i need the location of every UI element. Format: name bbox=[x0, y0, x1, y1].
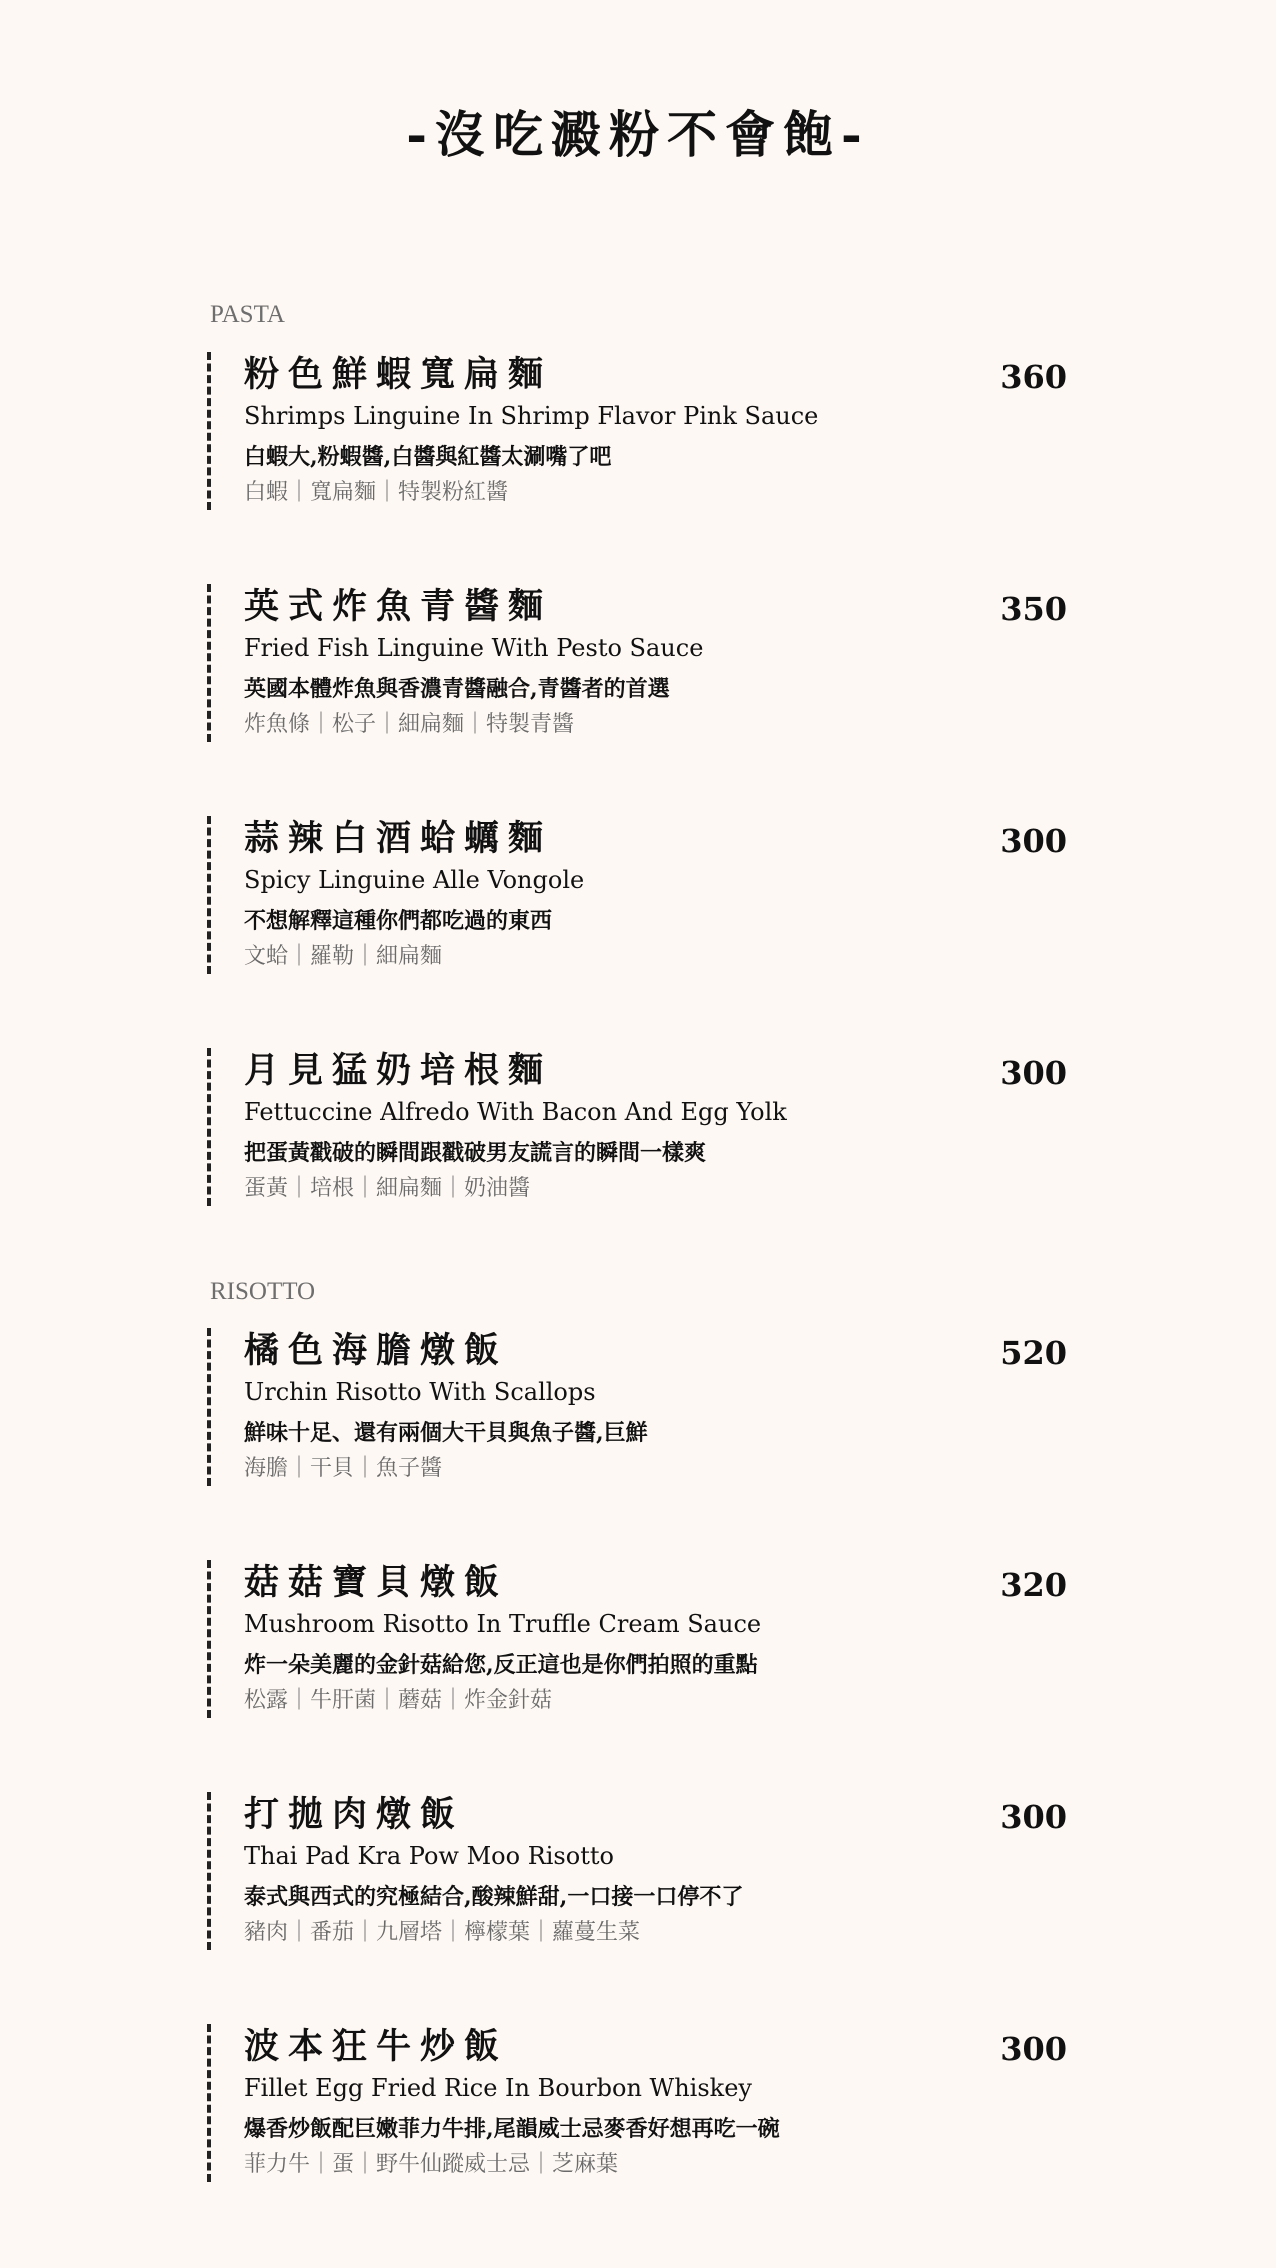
item-description: 白蝦大,粉蝦醬,白醬與紅醬太涮嘴了吧 bbox=[244, 444, 612, 470]
menu-title: -沒吃澱粉不會飽- bbox=[406, 105, 870, 164]
item-description: 把蛋黃戳破的瞬間跟戳破男友謊言的瞬間一樣爽 bbox=[244, 1140, 707, 1166]
item-description: 英國本體炸魚與香濃青醬融合,青醬者的首選 bbox=[244, 676, 670, 702]
dashed-divider bbox=[207, 1048, 211, 1206]
item-price: 360 bbox=[1000, 358, 1067, 396]
item-name-en: Mushroom Risotto In Truffle Cream Sauce bbox=[244, 1610, 762, 1638]
item-description: 爆香炒飯配巨嫩菲力牛排,尾韻威士忌麥香好想再吃一碗 bbox=[244, 2116, 780, 2142]
dashed-divider bbox=[207, 1560, 211, 1718]
item-name-zh: 蒜辣白酒蛤蠣麵 bbox=[244, 818, 553, 859]
item-description: 鮮味十足、還有兩個大干貝與魚子醬,巨鮮 bbox=[244, 1420, 648, 1446]
item-ingredients: 海膽｜干貝｜魚子醬 bbox=[244, 1456, 443, 1481]
menu-item-spicy-vongole bbox=[207, 816, 1067, 974]
menu-item-fried-fish-pesto bbox=[207, 584, 1067, 742]
item-price: 300 bbox=[1000, 1798, 1067, 1836]
menu-item-urchin-risotto bbox=[207, 1328, 1067, 1486]
section-label-risotto: RISOTTO bbox=[210, 1278, 316, 1305]
item-ingredients: 蛋黃｜培根｜細扁麵｜奶油醬 bbox=[244, 1176, 531, 1201]
menu-item-mushroom-risotto bbox=[207, 1560, 1067, 1718]
item-name-zh: 英式炸魚青醬麵 bbox=[244, 586, 553, 627]
section-label-pasta: PASTA bbox=[210, 301, 285, 328]
item-ingredients: 炸魚條｜松子｜細扁麵｜特製青醬 bbox=[244, 712, 575, 737]
item-price: 520 bbox=[1000, 1334, 1067, 1372]
dashed-divider bbox=[207, 352, 211, 510]
menu-item-pink-shrimp-linguine bbox=[207, 352, 1067, 510]
item-name-zh: 波本狂牛炒飯 bbox=[244, 2026, 509, 2067]
dashed-divider bbox=[207, 1328, 211, 1486]
item-description: 炸一朵美麗的金針菇給您,反正這也是你們拍照的重點 bbox=[244, 1652, 758, 1678]
item-price: 300 bbox=[1000, 1054, 1067, 1092]
dashed-divider bbox=[207, 2024, 211, 2182]
item-ingredients: 松露｜牛肝菌｜蘑菇｜炸金針菇 bbox=[244, 1688, 553, 1713]
item-name-zh: 打拋肉燉飯 bbox=[244, 1794, 465, 1835]
item-name-en: Fillet Egg Fried Rice In Bourbon Whiskey bbox=[244, 2074, 752, 2102]
item-name-zh: 菇菇寶貝燉飯 bbox=[244, 1562, 509, 1603]
item-description: 不想解釋這種你們都吃過的東西 bbox=[244, 908, 553, 934]
dashed-divider bbox=[207, 584, 211, 742]
item-price: 320 bbox=[1000, 1566, 1067, 1604]
menu-item-bourbon-fried-rice bbox=[207, 2024, 1067, 2182]
item-ingredients: 豬肉｜番茄｜九層塔｜檸檬葉｜蘿蔓生菜 bbox=[244, 1920, 641, 1945]
item-ingredients: 文蛤｜羅勒｜細扁麵 bbox=[244, 944, 443, 969]
item-name-en: Fried Fish Linguine With Pesto Sauce bbox=[244, 634, 704, 662]
item-name-en: Thai Pad Kra Pow Moo Risotto bbox=[244, 1842, 614, 1870]
item-price: 300 bbox=[1000, 822, 1067, 860]
item-name-en: Urchin Risotto With Scallops bbox=[244, 1378, 596, 1406]
item-name-en: Spicy Linguine Alle Vongole bbox=[244, 866, 585, 894]
item-description: 泰式與西式的究極結合,酸辣鮮甜,一口接一口停不了 bbox=[244, 1884, 744, 1910]
item-name-zh: 月見猛奶培根麵 bbox=[244, 1050, 553, 1091]
item-price: 300 bbox=[1000, 2030, 1067, 2068]
item-name-en: Fettuccine Alfredo With Bacon And Egg Yolk bbox=[244, 1098, 787, 1126]
menu-item-fettuccine-alfredo bbox=[207, 1048, 1067, 1206]
item-ingredients: 菲力牛｜蛋｜野牛仙蹤威士忌｜芝麻葉 bbox=[244, 2152, 619, 2177]
item-name-zh: 粉色鮮蝦寬扁麵 bbox=[244, 354, 553, 395]
item-price: 350 bbox=[1000, 590, 1067, 628]
menu-item-kra-pow-risotto bbox=[207, 1792, 1067, 1950]
dashed-divider bbox=[207, 816, 211, 974]
item-ingredients: 白蝦｜寬扁麵｜特製粉紅醬 bbox=[244, 480, 509, 505]
item-name-zh: 橘色海膽燉飯 bbox=[244, 1330, 509, 1371]
item-name-en: Shrimps Linguine In Shrimp Flavor Pink Sauce bbox=[244, 402, 819, 430]
dashed-divider bbox=[207, 1792, 211, 1950]
